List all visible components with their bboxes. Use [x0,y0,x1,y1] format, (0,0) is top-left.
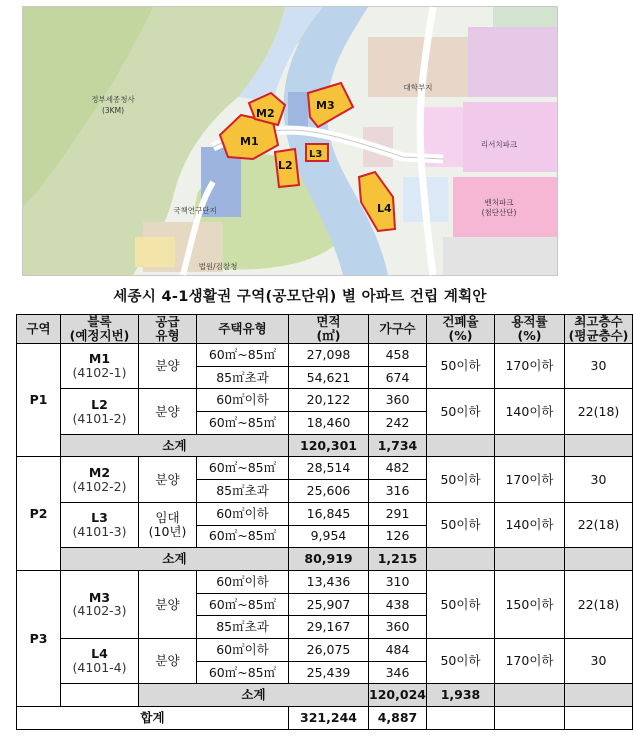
type-cell: 60㎡이하 [197,389,289,412]
units-cell: 316 [369,480,427,503]
area-cell: 29,167 [289,616,369,639]
floors-cell: 22(18) [565,389,633,434]
units-cell: 360 [369,389,427,412]
type-cell: 85㎡초과 [197,366,289,389]
units-cell: 484 [369,638,427,661]
area-cell: 20,122 [289,389,369,412]
subtotal-area: 120,024 [369,684,427,707]
table-row [17,457,633,480]
units-cell: 458 [369,344,427,367]
lot-cell: M1 (4102-1) [61,344,139,389]
lot-cell: L2 (4101-2) [61,389,139,434]
floors-cell: 22(18) [565,502,633,547]
subtotal-area: 80,919 [289,548,369,571]
subtotal-row [17,684,633,707]
units-cell: 346 [369,661,427,684]
area-cell: 16,845 [289,502,369,525]
header-floors: 최고층수 (평균층수) [565,315,633,344]
map-label-univ: 대학부지 [403,83,433,92]
table-header-row [17,315,633,344]
total-label: 합계 [17,707,289,730]
type-cell: 60㎡~85㎡ [197,457,289,480]
header-units: 가구수 [369,315,427,344]
bcr-cell: 50이하 [427,570,495,638]
type-cell: 60㎡이하 [197,638,289,661]
map-label-gov: 정부세종청사 [91,95,135,104]
total-units: 4,887 [369,707,427,730]
map-block-l3: L3 [309,149,323,160]
bcr-cell: 50이하 [427,344,495,389]
area-cell: 27,098 [289,344,369,367]
area-cell: 13,436 [289,570,369,593]
site-map [22,6,558,276]
units-cell: 126 [369,525,427,548]
lot-cell: M3 (4102-3) [61,570,139,638]
map-label-venture: 벤처파크 [484,198,514,207]
table-row [17,389,633,412]
lot-cell: M2 (4102-2) [61,457,139,502]
total-area: 321,244 [289,707,369,730]
subtotal-label: 소계 [139,684,369,707]
supply-cell: 분양 [139,344,197,389]
subtotal-label: 소계 [61,434,289,457]
document-title: 세종시 4-1생활권 구역(공모단위) 별 아파트 건립 계획안 [113,289,487,305]
header-lot: 블록 (예정지번) [61,315,139,344]
supply-cell: 분양 [139,389,197,434]
header-type: 주택유형 [197,315,289,344]
supply-cell: 분양 [139,570,197,638]
far-cell: 140이하 [495,389,565,434]
map-label-gov-dist: (3KM) [101,106,125,115]
type-cell: 60㎡이하 [197,502,289,525]
site-map-graphic [23,7,557,275]
type-cell: 60㎡이하 [197,570,289,593]
map-label-venture-sub: (첨단산단) [481,208,517,217]
area-cell: 28,514 [289,457,369,480]
bcr-cell: 50이하 [427,389,495,434]
map-block-m2: M2 [256,107,275,120]
far-cell: 170이하 [495,457,565,502]
table-row [17,344,633,367]
type-cell: 60㎡~85㎡ [197,593,289,616]
header-far: 용적률 (%) [495,315,565,344]
area-cell: 26,075 [289,638,369,661]
zone-cell: P1 [17,344,61,457]
type-cell: 85㎡초과 [197,480,289,503]
type-cell: 85㎡초과 [197,616,289,639]
zone-cell: P2 [17,457,61,570]
far-cell: 140이하 [495,502,565,547]
supply-cell: 임대 (10년) [139,502,197,547]
units-cell: 242 [369,412,427,435]
type-cell: 60㎡~85㎡ [197,661,289,684]
subtotal-area: 120,301 [289,434,369,457]
type-cell: 60㎡~85㎡ [197,525,289,548]
type-cell: 60㎡~85㎡ [197,344,289,367]
zone-cell: P3 [17,570,61,706]
total-row [17,707,633,730]
table-row [17,570,633,593]
far-cell: 170이하 [495,344,565,389]
table-row [17,638,633,661]
units-cell: 291 [369,502,427,525]
area-cell: 18,460 [289,412,369,435]
supply-cell: 분양 [139,457,197,502]
units-cell: 310 [369,570,427,593]
units-cell: 438 [369,593,427,616]
area-cell: 25,439 [289,661,369,684]
map-block-m1: M1 [240,135,259,148]
floors-cell: 30 [565,638,633,683]
area-cell: 25,606 [289,480,369,503]
map-block-l4: L4 [377,202,392,215]
subtotal-units: 1,734 [369,434,427,457]
floors-cell: 22(18) [565,570,633,638]
subtotal-row [17,434,633,457]
table-row [17,502,633,525]
units-cell: 360 [369,616,427,639]
supply-cell: 분양 [139,638,197,683]
map-label-research-park: 리서치파크 [480,140,518,149]
units-cell: 482 [369,457,427,480]
bcr-cell: 50이하 [427,638,495,683]
bcr-cell: 50이하 [427,457,495,502]
floors-cell: 30 [565,457,633,502]
map-block-m3: M3 [316,99,335,112]
map-label-court: 법원/검찰청 [198,262,238,271]
area-cell: 25,907 [289,593,369,616]
far-cell: 170이하 [495,638,565,683]
header-supply: 공급 유형 [139,315,197,344]
floors-cell: 30 [565,344,633,389]
area-cell: 54,621 [289,366,369,389]
header-bcr: 건폐율 (%) [427,315,495,344]
subtotal-units: 1,215 [369,548,427,571]
plan-table [16,314,633,730]
subtotal-label: 소계 [61,548,289,571]
subtotal-row [17,548,633,571]
units-cell: 674 [369,366,427,389]
bcr-cell: 50이하 [427,502,495,547]
lot-cell: L4 (4101-4) [61,638,139,683]
lot-cell: L3 (4101-3) [61,502,139,547]
area-cell: 9,954 [289,525,369,548]
header-area: 면적 (㎡) [289,315,369,344]
header-zone: 구역 [17,315,61,344]
map-block-l2: L2 [278,159,293,172]
subtotal-units: 1,938 [427,684,495,707]
map-label-natl-research: 국책연구단지 [173,206,217,215]
type-cell: 60㎡~85㎡ [197,412,289,435]
far-cell: 150이하 [495,570,565,638]
